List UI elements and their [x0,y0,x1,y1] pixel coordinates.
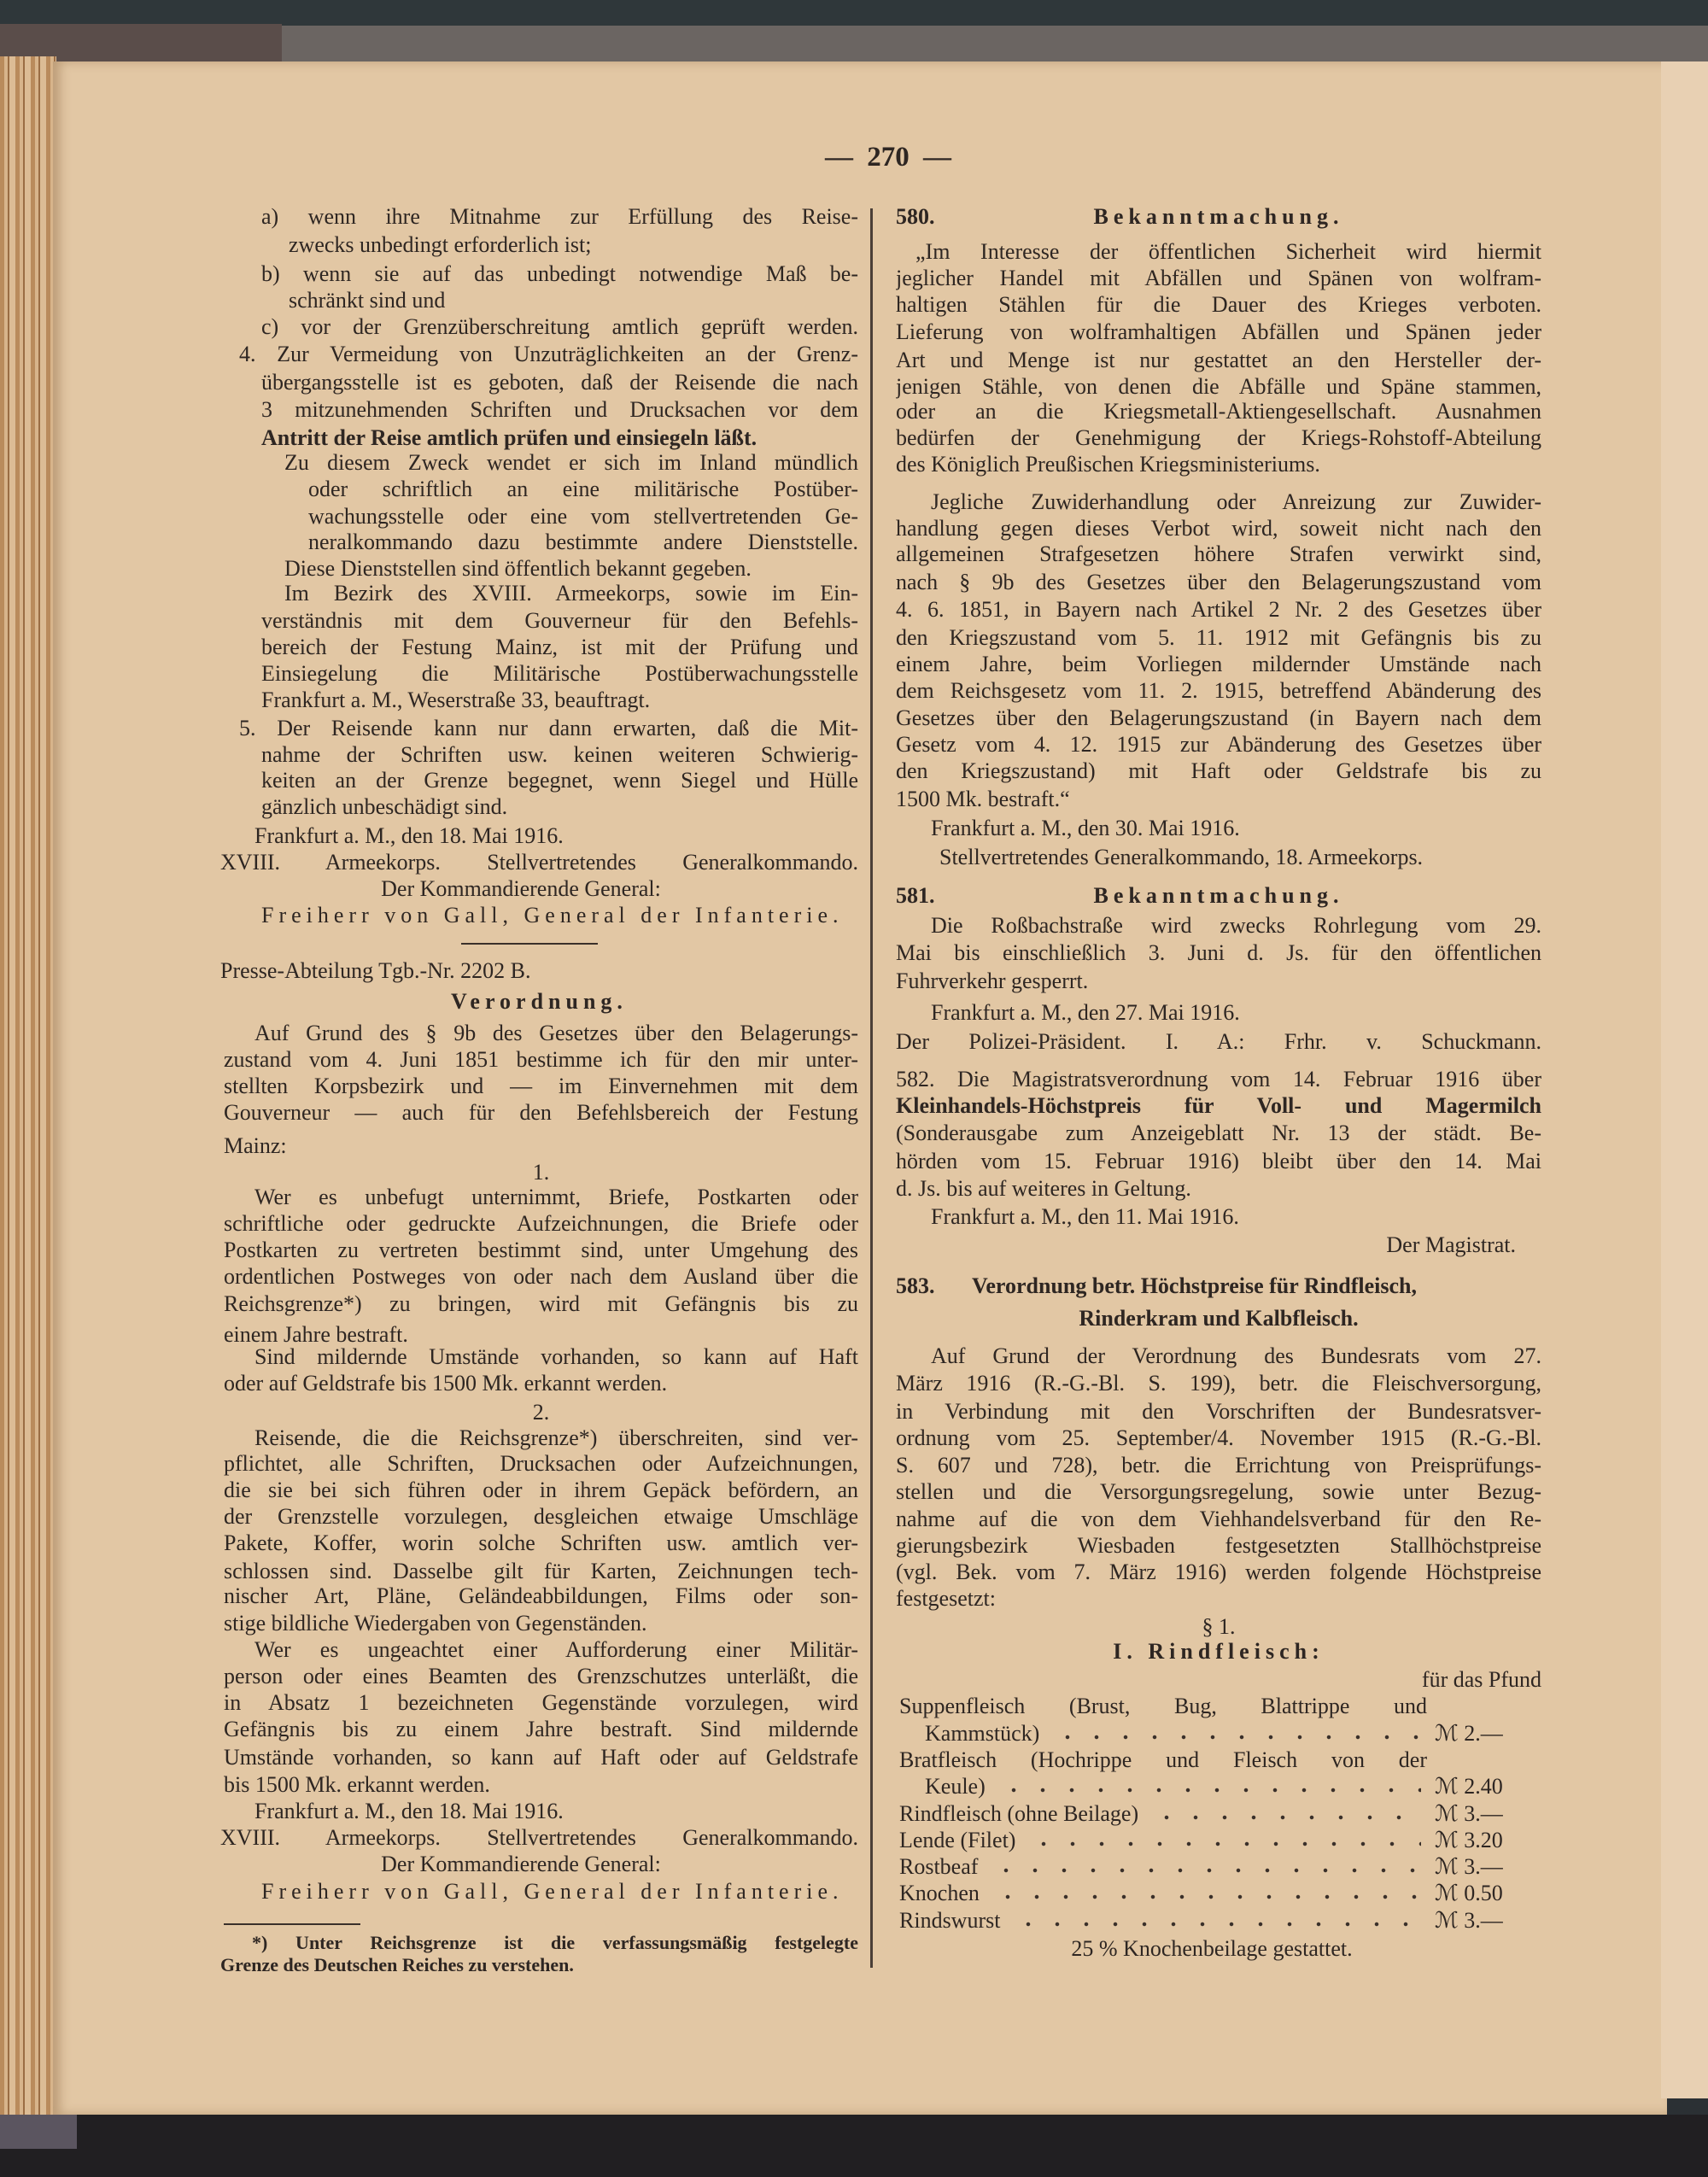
text-line: schlossen sind. Dasselbe gilt für Karten, Zeichnungen tech- [224,1559,858,1583]
text-line: einem Jahre, beim Vorliegen mildernder Umstände nach [896,652,1541,676]
text-line: zwecks unbedingt erforderlich ist; [289,232,592,257]
text-line: Sind mildernde Umstände vorhanden, so kann auf Haft [254,1344,858,1369]
text-line: schriftliche oder gedruckte Aufzeichnungen, die Briefe oder [224,1211,858,1236]
text-line: (Sonderausgabe zum Anzeigeblatt Nr. 13 der städt. Be- [896,1121,1541,1145]
text-line: b) wenn sie auf das unbedingt notwendige Maß be- [261,261,858,286]
text-line: Frankfurt a. M., den 18. Mai 1916. [254,823,564,848]
text-line: oder auf Geldstrafe bis 1500 Mk. erkannt werden. [224,1371,668,1396]
text-line: nahme der Schriften usw. keinen weiteren Schwierig- [261,742,858,767]
text-line: Art und Menge ist nur gestattet an den Hersteller der- [896,348,1541,372]
text-line: Postkarten zu vertreten bestimmt sind, unter Umgehung des [224,1238,858,1262]
text-line: Frankfurt a. M., den 27. Mai 1916. [931,1000,1240,1025]
heading-line: 583. [896,1273,935,1298]
text-line: Umstände vorhanden, so kann auf Haft oder auf Geldstrafe [224,1745,858,1770]
text-line: jeglicher Handel mit Abfällen und Spänen von wolfram- [896,266,1541,290]
text-line: schränkt sind und [289,288,446,313]
text-line: Gefängnis bis zu einem Jahre bestraft. Sind mildernde [224,1717,858,1741]
dot-leader [1014,1906,1421,1928]
price-value: ℳ 0.50 [1435,1881,1503,1905]
text-line: stellten Korpsbezirk und — im Einvernehmen mit dem [224,1074,858,1098]
text-line: in Verbindung mit den Vorschriften der Bundesratsver- [896,1399,1541,1424]
text-line: Mainz: [224,1133,287,1158]
text-line: (vgl. Bek. vom 7. März 1916) werden folgende Höchstpreise [896,1560,1541,1584]
text-line: bis 1500 Mk. erkannt werden. [224,1772,490,1797]
text-line: Jegliche Zuwiderhandlung oder Anreizung zur Zuwider- [931,489,1541,514]
price-value: ℳ 3.20 [1435,1828,1503,1852]
price-item-name: Keule) [925,1774,986,1799]
dot-leader [991,1852,1421,1875]
price-item-name: Kammstück) [925,1721,1040,1746]
text-line: Presse-Abteilung Tgb.-Nr. 2202 B. [220,958,531,983]
text-line: zustand vom 4. Juni 1851 bestimme ich für den mir unter- [224,1047,858,1072]
text-line: bedürfen der Genehmigung der Kriegs-Rohstoff-Abteilung [896,425,1541,450]
text-line: XVIII. Armeekorps. Stellvertretendes Generalkommando. [220,850,858,875]
dot-leader [1152,1800,1421,1822]
footnote-rule [224,1923,360,1925]
text-line: bereich der Festung Mainz, ist mit der Prüfung und [261,635,858,659]
text-line: den Kriegszustand) mit Haft oder Geldstrafe bis zu [896,758,1541,783]
price-item-name: Rindfleisch (ohne Beilage) [899,1801,1139,1826]
text-line: in Absatz 1 bezeichneten Gegenstände vorzulegen, wird [224,1690,858,1715]
heading-line: 581. [896,883,935,908]
text-line: ordentlichen Postweges von oder nach dem Ausland über die [224,1264,858,1289]
book-cover [0,0,1708,26]
text-line: Die Roßbachstraße wird zwecks Rohrlegung vom 29. [931,913,1541,938]
text-line: wachungsstelle oder eine vom stellvertretenden Ge- [308,504,858,529]
price-value: ℳ 3.— [1435,1854,1503,1879]
price-value: ℳ 2.— [1435,1721,1503,1746]
dot-leader [993,1879,1421,1901]
dot-leader [1029,1826,1421,1848]
background-bottom-left [0,2115,77,2149]
text-line: Der Kommandierende General: [381,1852,661,1876]
text-line: Der Polizei-Präsident. I. A.: Frhr. v. Schuckmann. [896,1029,1541,1054]
text-line: hörden vom 15. Februar 1916) bleibt über den 14. Mai [896,1149,1541,1173]
text-line: März 1916 (R.-G.-Bl. S. 199), betr. die Fleischversorgung, [896,1371,1541,1396]
price-row [899,1772,1520,1801]
text-line: a) wenn ihre Mitnahme zur Erfüllung des Reise- [261,204,858,229]
text-line: übergangsstelle ist es geboten, daß der Reisende die nach [261,370,858,395]
price-value: ℳ 3.— [1435,1908,1503,1933]
text-line: jenigen Stähle, von denen die Abfälle und Späne stammen, [896,374,1541,399]
text-line: Grenze des Deutschen Reiches zu verstehen. [220,1954,574,1975]
text-line: Freiherr von Gall, General der Infanterie. [261,903,844,928]
text-line: § 1. [1202,1614,1236,1639]
text-line: ordnung vom 25. September/4. November 1915 (R.-G.-Bl. [896,1425,1541,1450]
text-line: 4. Zur Vermeidung von Unzuträglichkeiten an der Grenz- [239,342,858,366]
text-line: stellen und die Versorgungsregelung, sowie unter Bezug- [896,1479,1541,1504]
text-line: Frankfurt a. M., den 18. Mai 1916. [254,1799,564,1823]
page-number: — 270 — [825,142,951,173]
text-line: XVIII. Armeekorps. Stellvertretendes Generalkommando. [220,1825,858,1850]
heading-line: Rinderkram und Kalbfleisch. [1079,1306,1359,1331]
page-edges [0,56,56,2123]
price-row [899,1906,1520,1935]
text-line: verständnis mit dem Gouverneur für den Befehls- [261,608,858,633]
text-line: Freiherr von Gall, General der Infanterie. [261,1879,844,1904]
price-unit-header: für das Pfund [1421,1667,1541,1692]
text-line: Frankfurt a. M., den 30. Mai 1916. [931,816,1240,840]
text-line: neralkommando dazu bestimmte andere Dienststelle. [308,530,858,554]
text-line: gänzlich unbeschädigt sind. [261,794,508,819]
price-row [899,1719,1520,1748]
heading-line: Verordnung betr. Höchstpreise für Rindfleisch, [972,1273,1418,1298]
text-line: 1500 Mk. bestraft.“ [896,787,1070,811]
dot-leader [999,1772,1421,1794]
text-line: Fuhrverkehr gesperrt. [896,969,1089,993]
price-item-name: Lende (Filet) [899,1828,1016,1852]
text-line: Zu diesem Zweck wendet er sich im Inland mündlich [284,450,858,475]
text-line: den Kriegszustand vom 5. 11. 1912 mit Gefängnis bis zu [896,625,1541,650]
dot-leader [1053,1719,1421,1741]
section-rule [461,943,598,945]
text-line: Reichsgrenze*) zu bringen, wird mit Gefängnis bis zu [224,1291,858,1316]
text-line: d. Js. bis auf weiteres in Geltung. [896,1176,1191,1201]
text-line: des Königlich Preußischen Kriegsministeriums. [896,452,1320,477]
text-line: Der Magistrat. [1386,1232,1516,1257]
text-line: S. 607 und 728), betr. die Errichtung von Preisprüfungs- [896,1453,1541,1478]
text-line: pflichtet, alle Schriften, Drucksachen oder Aufzeichnungen, [224,1451,858,1476]
page-right-edge [1661,61,1708,2098]
price-value: ℳ 2.40 [1435,1774,1503,1799]
text-line: Der Kommandierende General: [381,876,661,901]
text-line: Lieferung von wolframhaltigen Abfällen und Spänen jeder [896,319,1541,344]
text-line: festgesetzt: [896,1586,996,1611]
price-item-name-line: Bratfleisch (Hochrippe und Fleisch von der [899,1747,1427,1772]
text-line: allgemeinen Strafgesetzen höhere Strafen verwirkt sind, [896,541,1541,566]
price-item-name: Rindswurst [899,1908,1001,1933]
price-value: ℳ 3.— [1435,1801,1503,1826]
text-line: 1. [532,1160,550,1185]
text-line: oder an die Kriegsmetall-Aktiengesellschaft. Ausnahmen [896,399,1541,424]
heading-line: 580. [896,204,935,229]
text-line: Auf Grund der Verordnung des Bundesrats vom 27. [931,1343,1541,1368]
heading-line: Bekanntmachung. [1093,883,1344,908]
text-line: Frankfurt a. M., Weserstraße 33, beauftragt. [261,688,651,712]
text-line: gierungsbezirk Wiesbaden festgesetzten Stallhöchstpreise [896,1533,1541,1558]
text-line: Auf Grund des § 9b des Gesetzes über den Belagerungs- [254,1021,858,1045]
column-divider [870,208,873,1968]
text-line: Reisende, die die Reichsgrenze*) überschreiten, sind ver- [254,1425,858,1450]
heading-line: I. Rindfleisch: [1113,1639,1325,1664]
text-line: Gesetz vom 4. 12. 1915 zur Abänderung des Gesetzes über [896,732,1541,757]
text-line: Wer es ungeachtet einer Aufforderung einer Militär- [254,1637,858,1662]
text-line: oder schriftlich an eine militärische Postüber- [308,477,858,501]
text-line: 3 mitzunehmenden Schriften und Drucksachen vor dem [261,397,858,422]
text-line: nischer Art, Pläne, Geländeabbildungen, Films oder son- [224,1583,858,1608]
background-bottom [0,2115,1708,2177]
text-line: Im Bezirk des XVIII. Armeekorps, sowie im Ein- [284,581,858,606]
heading-line: Bekanntmachung. [1093,204,1344,229]
text-line: „Im Interesse der öffentlichen Sicherheit wird hiermit [915,239,1541,264]
text-line: Einsiegelung die Militärische Postüberwachungsstelle [261,661,858,686]
text-line: c) vor der Grenzüberschreitung amtlich geprüft werden. [261,314,858,339]
text-line: *) Unter Reichsgrenze ist die verfassungsmäßig festgelegte [252,1932,858,1953]
text-line: der Grenzstelle vorzulegen, desgleichen etwaige Umschläge [224,1504,858,1529]
text-line: 2. [532,1400,550,1425]
text-line: einem Jahre bestraft. [224,1322,408,1347]
text-line: Frankfurt a. M., den 11. Mai 1916. [931,1204,1239,1229]
text-line: stige bildliche Wiedergaben von Gegenständen. [224,1611,647,1636]
text-line: die sie bei sich führen oder in ihrem Gepäck befördern, an [224,1478,858,1502]
text-line: Stellvertretendes Generalkommando, 18. Armeekorps. [939,845,1424,869]
text-line: person oder eines Beamten des Grenzschutzes unterläßt, die [224,1664,858,1688]
book-spine-cloth [256,26,1708,61]
heading-line: Kleinhandels-Höchstpreis für Voll- und Magermilch [896,1093,1541,1118]
price-item-name: Knochen [899,1881,980,1905]
price-note: 25 % Knochenbeilage gestattet. [1071,1936,1353,1961]
text-line: haltigen Stählen für die Dauer des Krieges verboten. [896,292,1541,317]
price-row [899,1879,1520,1908]
text-line: nahme auf die von dem Viehhandelsverband für den Re- [896,1507,1541,1531]
text-line: handlung gegen dieses Verbot wird, soweit nicht nach den [896,516,1541,541]
price-item-name: Rostbeaf [899,1854,979,1879]
text-line: Wer es unbefugt unternimmt, Briefe, Postkarten oder [254,1185,858,1209]
heading-line: Antritt der Reise amtlich prüfen und einsiegeln läßt. [261,425,757,450]
price-row [899,1852,1520,1881]
text-line: 4. 6. 1851, in Bayern nach Artikel 2 Nr. 2 des Gesetzes über [896,597,1541,622]
text-line: keiten an der Grenze begegnet, wenn Siegel und Hülle [261,768,858,793]
text-line: 582. Die Magistratsverordnung vom 14. Februar 1916 über [896,1067,1541,1091]
text-line: Gesetzes über den Belagerungszustand (in Bayern nach dem [896,705,1541,730]
text-line: Diese Dienststellen sind öffentlich bekannt gegeben. [284,556,752,581]
text-line: Gouverneur — auch für den Befehlsbereich der Festung [224,1100,858,1125]
text-line: Mai bis einschließlich 3. Juni d. Js. für den öffentlichen [896,940,1541,965]
price-item-name-line: Suppenfleisch (Brust, Bug, Blattrippe und [899,1694,1427,1718]
text-line: nach § 9b des Gesetzes über den Belagerungszustand vom [896,570,1541,594]
text-line: dem Reichsgesetz vom 11. 2. 1915, betreffend Abänderung des [896,678,1541,703]
heading-line: Verordnung. [451,989,628,1014]
text-line: Pakete, Koffer, worin solche Schriften usw. amtlich ver- [224,1530,858,1555]
text-line: 5. Der Reisende kann nur dann erwarten, daß die Mit- [239,716,858,740]
price-row [899,1826,1520,1855]
price-row [899,1800,1520,1829]
